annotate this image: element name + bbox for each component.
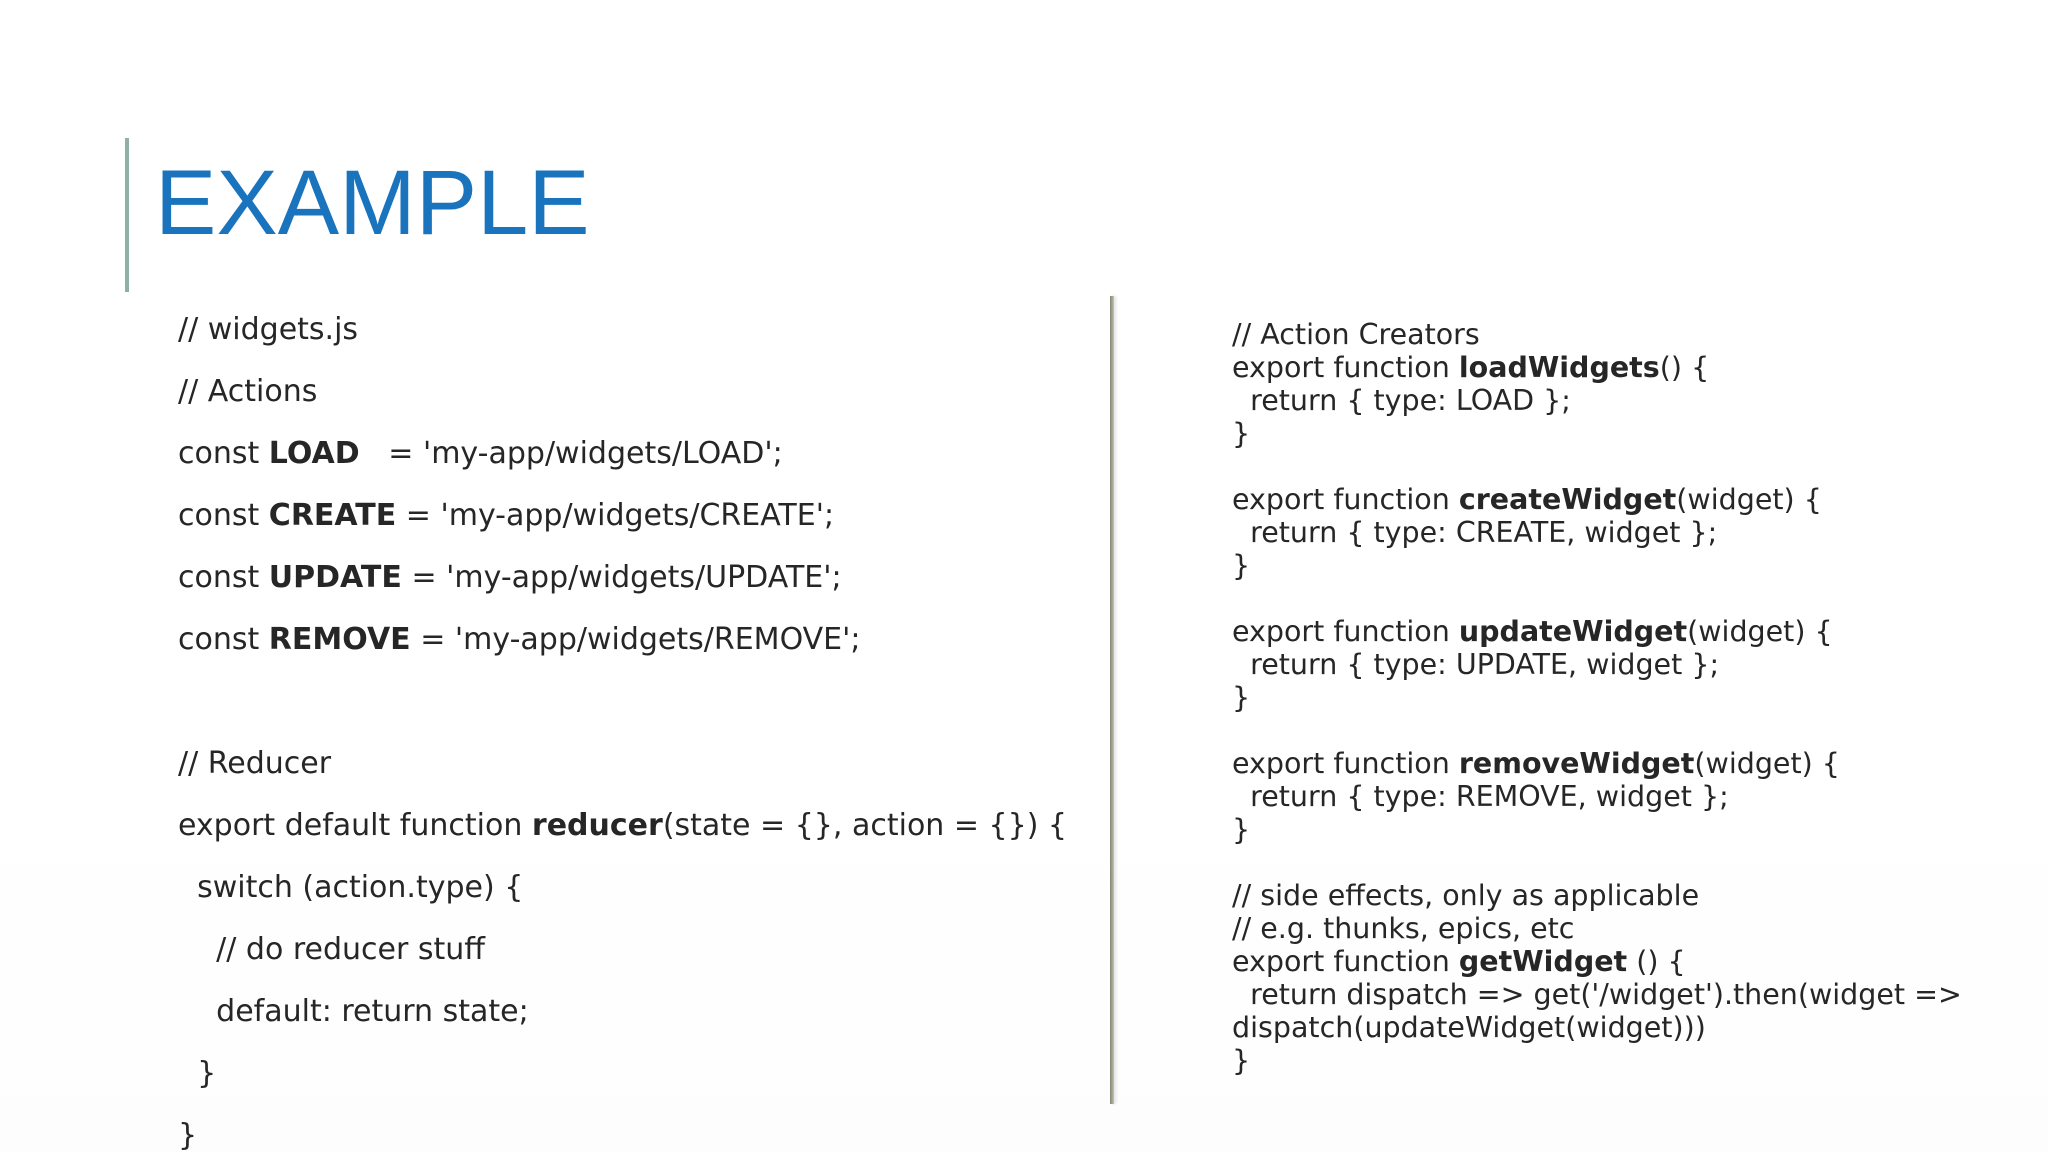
code-line: return { type: REMOVE, widget }; [1232,780,1729,813]
code-line: const REMOVE = 'my-app/widgets/REMOVE'; [178,622,861,657]
code-line: export function removeWidget(widget) { [1232,747,1840,780]
code-line: const CREATE = 'my-app/widgets/CREATE'; [178,498,835,533]
code-line: export default function reducer(state = {}, action = {}) { [178,808,1068,843]
column-divider [1110,296,1114,1104]
code-line: // side effects, only as applicable [1232,879,1700,912]
code-line: export function updateWidget(widget) { [1232,615,1833,648]
code-line: // Reducer [178,746,332,781]
slide-title: EXAMPLE [155,152,590,254]
code-line: return { type: CREATE, widget }; [1232,516,1718,549]
code-line: } [1232,1044,1251,1077]
code-line: } [178,1118,198,1153]
title-accent-bar [125,138,129,292]
code-line: const UPDATE = 'my-app/widgets/UPDATE'; [178,560,842,595]
code-line: // e.g. thunks, epics, etc [1232,912,1575,945]
code-line: } [1232,813,1251,846]
code-line: default: return state; [178,994,529,1029]
code-line: dispatch(updateWidget(widget))) [1232,1011,1706,1044]
code-line: switch (action.type) { [178,870,524,905]
code-line: const LOAD = 'my-app/widgets/LOAD'; [178,436,783,471]
code-line: // Actions [178,374,318,409]
code-line: } [178,1056,217,1091]
code-line: return dispatch => get('/widget').then(widget => [1232,978,1962,1011]
code-line: } [1232,417,1251,450]
code-line: // Action Creators [1232,318,1480,351]
code-line: export function loadWidgets() { [1232,351,1710,384]
code-line: export function createWidget(widget) { [1232,483,1822,516]
code-line: return { type: LOAD }; [1232,384,1571,417]
code-line: export function getWidget () { [1232,945,1686,978]
code-line: // do reducer stuff [178,932,485,967]
code-line: return { type: UPDATE, widget }; [1232,648,1720,681]
code-line: // widgets.js [178,312,359,347]
code-line: } [1232,681,1251,714]
code-line: } [1232,549,1251,582]
